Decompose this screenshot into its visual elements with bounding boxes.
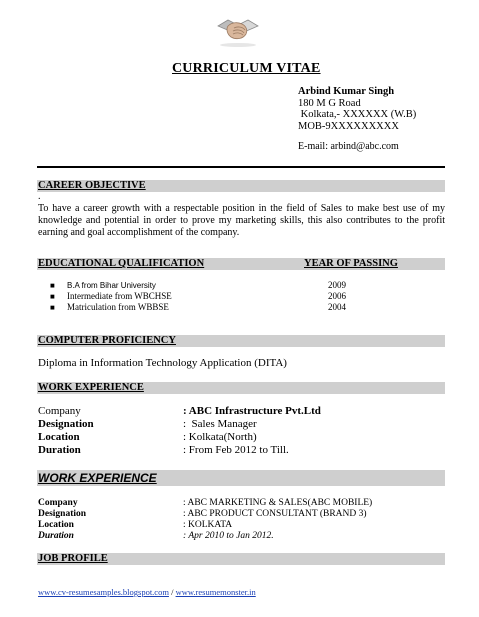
footer-links [38, 587, 256, 597]
candidate-name: Arbind Kumar Singh [298, 86, 395, 97]
education-label: Intermediate from WBCHSE [67, 291, 172, 301]
handshake-icon [216, 12, 260, 48]
year-of-passing-heading: YEAR OF PASSING [304, 258, 398, 269]
header-divider [37, 166, 445, 168]
detail-key: Company [38, 405, 81, 417]
career-objective-text: To have a career growth with a respectable position in the field of Sales to make best use of my knowledge and potential in order to prove my marketing skills, this also contributes to the profit earning and goal accomplishment of the company. [38, 203, 445, 238]
address-line-2: Kolkata,- XXXXXX (W.B) [298, 109, 417, 120]
address-line-1: 180 M G Road [298, 97, 361, 109]
computer-proficiency-heading: COMPUTER PROFICIENCY [38, 335, 176, 346]
education-year: 2009 [328, 280, 346, 290]
detail-key: Designation [38, 509, 87, 519]
detail-key: Designation [38, 418, 94, 430]
education-label: Matriculation from WBBSE [67, 302, 169, 312]
detail-value: : ABC MARKETING & SALES(ABC MOBILE) [183, 498, 373, 508]
career-objective-dot: . [38, 191, 41, 202]
detail-value: : KOLKATA [183, 520, 233, 530]
detail-value: : Kolkata(North) [183, 431, 257, 443]
detail-key: Company [38, 498, 78, 508]
document-title: CURRICULUM VITAE [172, 61, 321, 76]
detail-value: : ABC Infrastructure Pvt.Ltd [183, 405, 321, 417]
detail-key: Duration [38, 444, 81, 456]
footer-link-resumemonster[interactable]: www.resumemonster.in [175, 587, 256, 597]
detail-value: : From Feb 2012 to Till. [183, 444, 289, 456]
detail-key: Duration [38, 531, 74, 541]
bullet-icon: ■ [50, 281, 55, 290]
detail-key: Location [38, 520, 74, 530]
mobile-number: MOB-9XXXXXXXXX [298, 120, 399, 132]
detail-value: : Apr 2010 to Jan 2012. [183, 531, 274, 541]
education-label: B.A from Bihar University [67, 281, 156, 290]
bullet-icon: ■ [50, 292, 55, 301]
contact-block [298, 86, 416, 132]
detail-value: : ABC PRODUCT CONSULTANT (BRAND 3) [183, 509, 367, 519]
job-profile-heading: JOB PROFILE [38, 553, 108, 564]
footer-separator: / [168, 587, 176, 597]
work-experience-heading: WORK EXPERIENCE [38, 471, 157, 485]
email-address: E-mail: arbind@abc.com [298, 141, 399, 152]
work-experience-heading: WORK EXPERIENCE [38, 382, 144, 393]
detail-key: Location [38, 431, 80, 443]
detail-value: : Sales Manager [183, 418, 257, 430]
computer-proficiency-text: Diploma in Information Technology Application (DITA) [38, 357, 287, 369]
career-objective-heading: CAREER OBJECTIVE [38, 180, 146, 191]
education-heading: EDUCATIONAL QUALIFICATION [38, 258, 205, 269]
education-year: 2004 [328, 302, 346, 312]
footer-link-blogspot[interactable]: www.cv-resumesamples.blogspot.com [38, 587, 169, 597]
education-year: 2006 [328, 291, 346, 301]
bullet-icon: ■ [50, 303, 55, 312]
